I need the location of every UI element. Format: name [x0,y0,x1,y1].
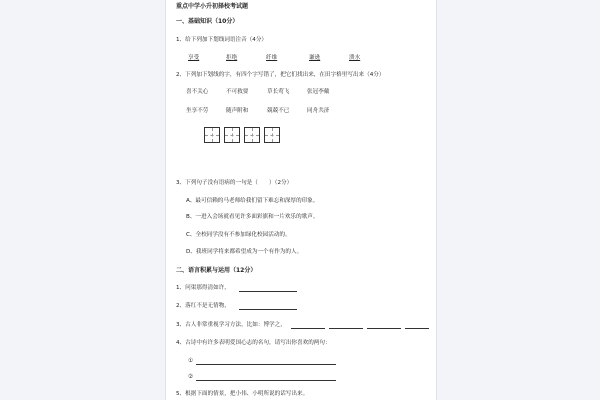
fill-item: 2、落红不是无情物， [176,303,230,309]
answer-line [196,380,336,381]
answer-line [291,328,325,329]
q1-word: 纤维 [266,55,278,61]
writing-box[interactable] [264,127,280,143]
question-3-prompt: 3、下列句子没有语病的一句是（ ）（2分） [176,180,293,186]
writing-box[interactable] [244,127,260,143]
q3-option: A、最可信赖的马老师给我们留下难忘和深厚的印象。 [186,198,319,204]
writing-box[interactable] [224,127,240,143]
q2-idiom: 喜不关心 [186,89,209,95]
q1-word: 享受 [188,55,200,61]
fill-item: 3、古人非常重视学习方法，比如：博学之， [176,322,286,328]
question-2-prompt: 2、下列加下划线的字，有四个字写错了，把它们找出来，在田字格里写出来（4分） [176,72,385,78]
answer-line [239,291,297,292]
question-1-prompt: 1、给下列加下划线词语注音（4分） [176,37,268,43]
fill-item: 5、根据下面的情景，把小伟、小明所说的话写出来。 [176,391,309,397]
section-heading-language: 二、语言积累与运用（12分） [176,267,257,274]
answer-line [196,364,336,365]
q3-option: C、全校同学没有不参加绿化校园活动的。 [186,232,291,238]
q2-idiom: 坐享不劳 [186,108,209,114]
q2-idiom: 兢兢不已 [267,108,290,114]
q2-idiom: 随声附和 [226,108,249,114]
q1-word: 拒绝 [226,55,238,61]
q3-option: D、我班同学将来都希望成为一个有作为的人。 [186,249,303,255]
document-title: 重点中学小升初择校考试题 [176,3,249,10]
q1-word: 谦逊 [309,55,321,61]
q2-idiom: 草长莺飞 [267,89,290,95]
section-heading-basics: 一、基础知识（10分） [176,18,239,25]
fill-item: 1、问渠那得清如许， [176,285,230,291]
answer-line [329,328,363,329]
q2-idiom: 同舟共济 [307,108,330,114]
q2-idiom: 不可救要 [226,89,249,95]
q1-word: 溃水 [349,55,361,61]
q3-option: B、一进入会场就看见许多面彩旗和一片欢乐的歌声。 [186,214,319,220]
answer-line [239,309,297,310]
fill-item: ② [188,374,194,380]
fill-item: 4、古诗中有许多表明爱国心志的名句，请写出你喜欢的两句： [176,340,331,346]
writing-box[interactable] [204,127,220,143]
document-page [165,0,437,400]
fill-item: ① [188,358,194,364]
tianzige-grid [204,127,280,143]
q2-idiom: 张冠李戴 [307,89,330,95]
answer-line [367,328,401,329]
answer-line [405,328,429,329]
